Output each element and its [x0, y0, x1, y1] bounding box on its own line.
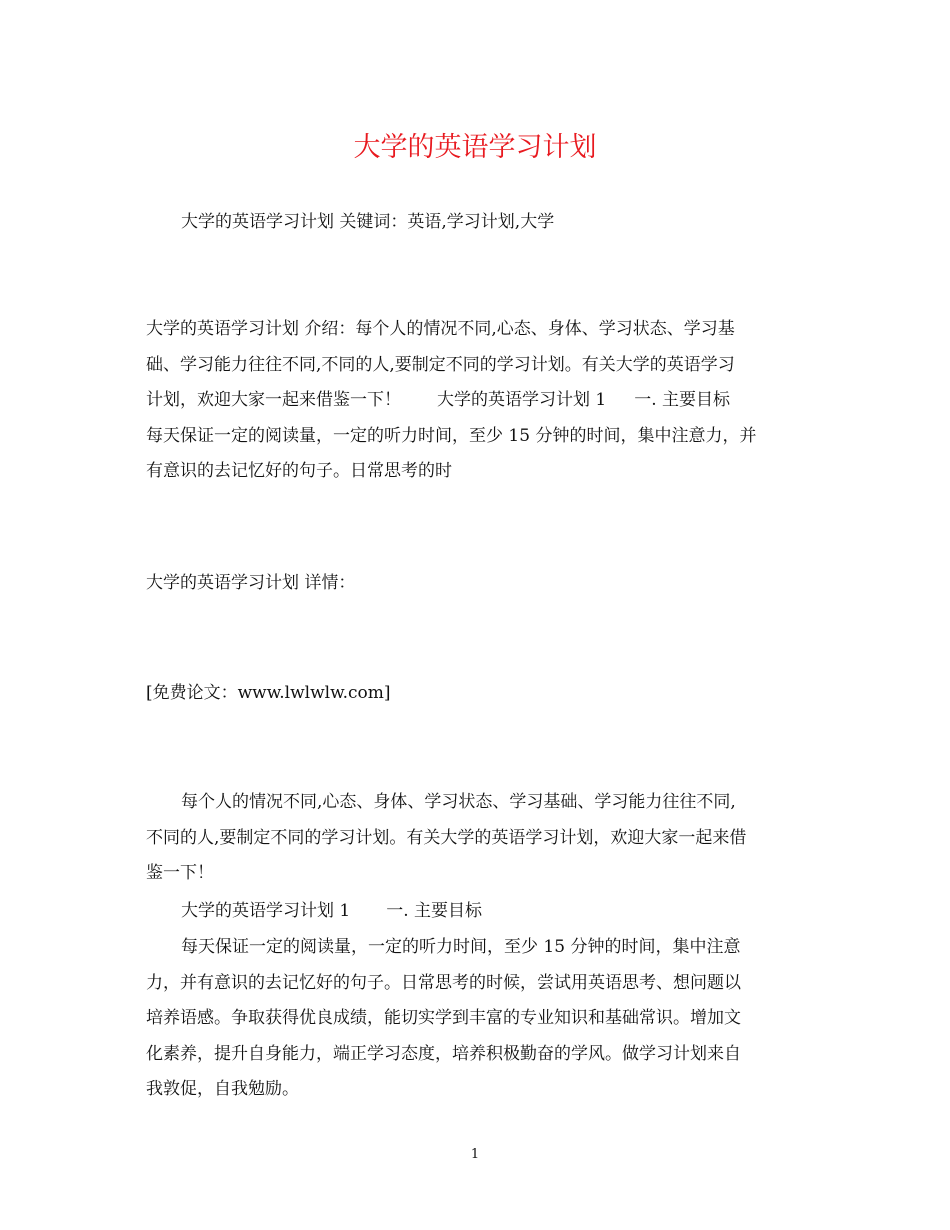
intro-line: 础、学习能力往往不同,不同的人,要制定不同的学习计划。有关大学的英语学习 [146, 354, 735, 375]
body-line: 不同的人,要制定不同的学习计划。有关大学的英语学习计划，欢迎大家一起来借 [146, 827, 747, 848]
intro-line-part: 计划，欢迎大家一起来借鉴一下！ [146, 390, 401, 410]
keywords-text: 大学的英语学习计划 关键词：英语,学习计划,大学 [181, 212, 555, 232]
body-line: 培养语感。争取获得优良成绩，能切实学到丰富的专业知识和基础常识。增加文 [146, 1008, 741, 1028]
keywords-line [146, 205, 808, 241]
source-note: [免费论文：www.lwlwlw.com] [146, 683, 391, 703]
body-paragraph-3 [146, 930, 808, 1108]
details-label: 大学的英语学习计划 详情： [146, 573, 356, 593]
section-heading-part: 一. 主要目标 [386, 901, 483, 921]
body-line: 我敦促，自我勉励。 [146, 1079, 299, 1099]
intro-line-part: 一. 主要目标 [634, 390, 731, 410]
intro-paragraph [146, 312, 808, 490]
page-number: 1 [470, 1147, 480, 1162]
document-title: 大学的英语学习计划 [353, 132, 597, 163]
body-line: 每个人的情况不同,心态、身体、学习状态、学习基础、学习能力往往不同, [181, 792, 736, 812]
body-paragraph-1 [146, 785, 808, 892]
body-line: 鉴一下！ [146, 863, 214, 883]
intro-line: 有意识的去记忆好的句子。日常思考的时 [146, 461, 452, 481]
body-paragraph-2 [146, 894, 808, 930]
intro-line [146, 383, 808, 419]
intro-line-part: 大学的英语学习计划 1 [437, 390, 607, 410]
intro-line: 大学的英语学习计划 介绍：每个人的情况不同,心态、身体、学习状态、学习基 [146, 319, 735, 339]
body-line: 每天保证一定的阅读量，一定的听力时间，至少 15 分钟的时间，集中注意 [181, 937, 741, 957]
section-heading-part: 大学的英语学习计划 1 [181, 901, 351, 921]
intro-line: 每天保证一定的阅读量，一定的听力时间，至少 15 分钟的时间，集中注意力，并 [146, 425, 757, 446]
body-line: 力，并有意识的去记忆好的句子。日常思考的时候，尝试用英语思考、想问题以 [146, 972, 741, 993]
body-line: 化素养，提升自身能力，端正学习态度，培养积极勤奋的学风。做学习计划来自 [146, 1043, 741, 1064]
